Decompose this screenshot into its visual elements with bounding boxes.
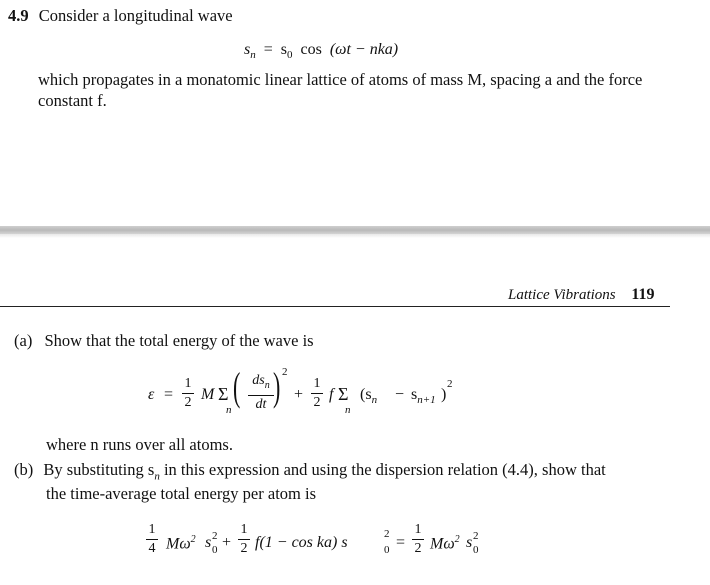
problem-number: 4.9 bbox=[8, 6, 29, 25]
running-title: Lattice Vibrations bbox=[508, 287, 616, 303]
problem-description-line2: constant f. bbox=[38, 91, 107, 110]
wave-equation: $s_n = s_0$ cos (ωt − nka) bbox=[244, 41, 399, 62]
header-rule bbox=[0, 306, 670, 307]
part-a-note: where n runs over all atoms. bbox=[46, 435, 233, 454]
page-number: 119 bbox=[631, 286, 655, 303]
right-paren: ) bbox=[272, 364, 281, 409]
fraction-ds-dt: $ds_n$ dt bbox=[248, 373, 274, 413]
page-separator bbox=[0, 226, 710, 234]
part-a-label: (a) bbox=[14, 331, 33, 350]
running-header bbox=[508, 285, 655, 305]
problem-description-line1: which propagates in a monatomic linear lattice of atoms of mass M, spacing a and the force bbox=[38, 70, 643, 89]
problem-statement bbox=[8, 6, 233, 26]
fraction-half-2: 1 2 bbox=[311, 376, 323, 411]
part-b-line2: the time-average total energy per atom is bbox=[46, 484, 317, 503]
part-a-text: Show that the total energy of the wave is bbox=[44, 331, 314, 350]
fraction-half-4: 1 2 bbox=[412, 522, 424, 557]
left-paren: ( bbox=[232, 364, 241, 409]
fraction-half: 1 2 bbox=[182, 376, 194, 411]
problem-intro: Consider a longitudinal wave bbox=[38, 6, 233, 25]
part-b-line1: (b) By substituting $s_n$ in this expression and using the dispersion relation (4.4), show that bbox=[14, 460, 606, 483]
part-b-label: (b) bbox=[14, 460, 34, 479]
fraction-half-3: 1 2 bbox=[238, 522, 250, 557]
part-a-statement bbox=[14, 331, 314, 351]
fraction-quarter: 1 4 bbox=[146, 522, 158, 557]
page-separator-shadow bbox=[0, 234, 710, 238]
book-page-scan: 4.9 Consider a longitudinal wave $s_n = s_0$ cos (ωt − nka) which propagates in a monatomic linear lattice of atoms of mass M, spacing a and the force constant f. Lattice Vibrations 119 (a) Show that the total energy of the wave is ε = 1 2 M Σ n ( $ds_n$ dt ) 2 + 1 2 f Σ n ($s_n$ − $s_{n+1}$ ) 2 where n runs over all atoms. (b) By substituting $s_n$ in this expression and using the dispersion relation (4.4), show that the time-average total energy per atom is 1 4 $M\omega^2$ s 2 0 + 1 2 f(1 − cos ka) s 2 0 = 1 2 $M\omega^2$ s 2 0 bbox=[0, 0, 710, 585]
